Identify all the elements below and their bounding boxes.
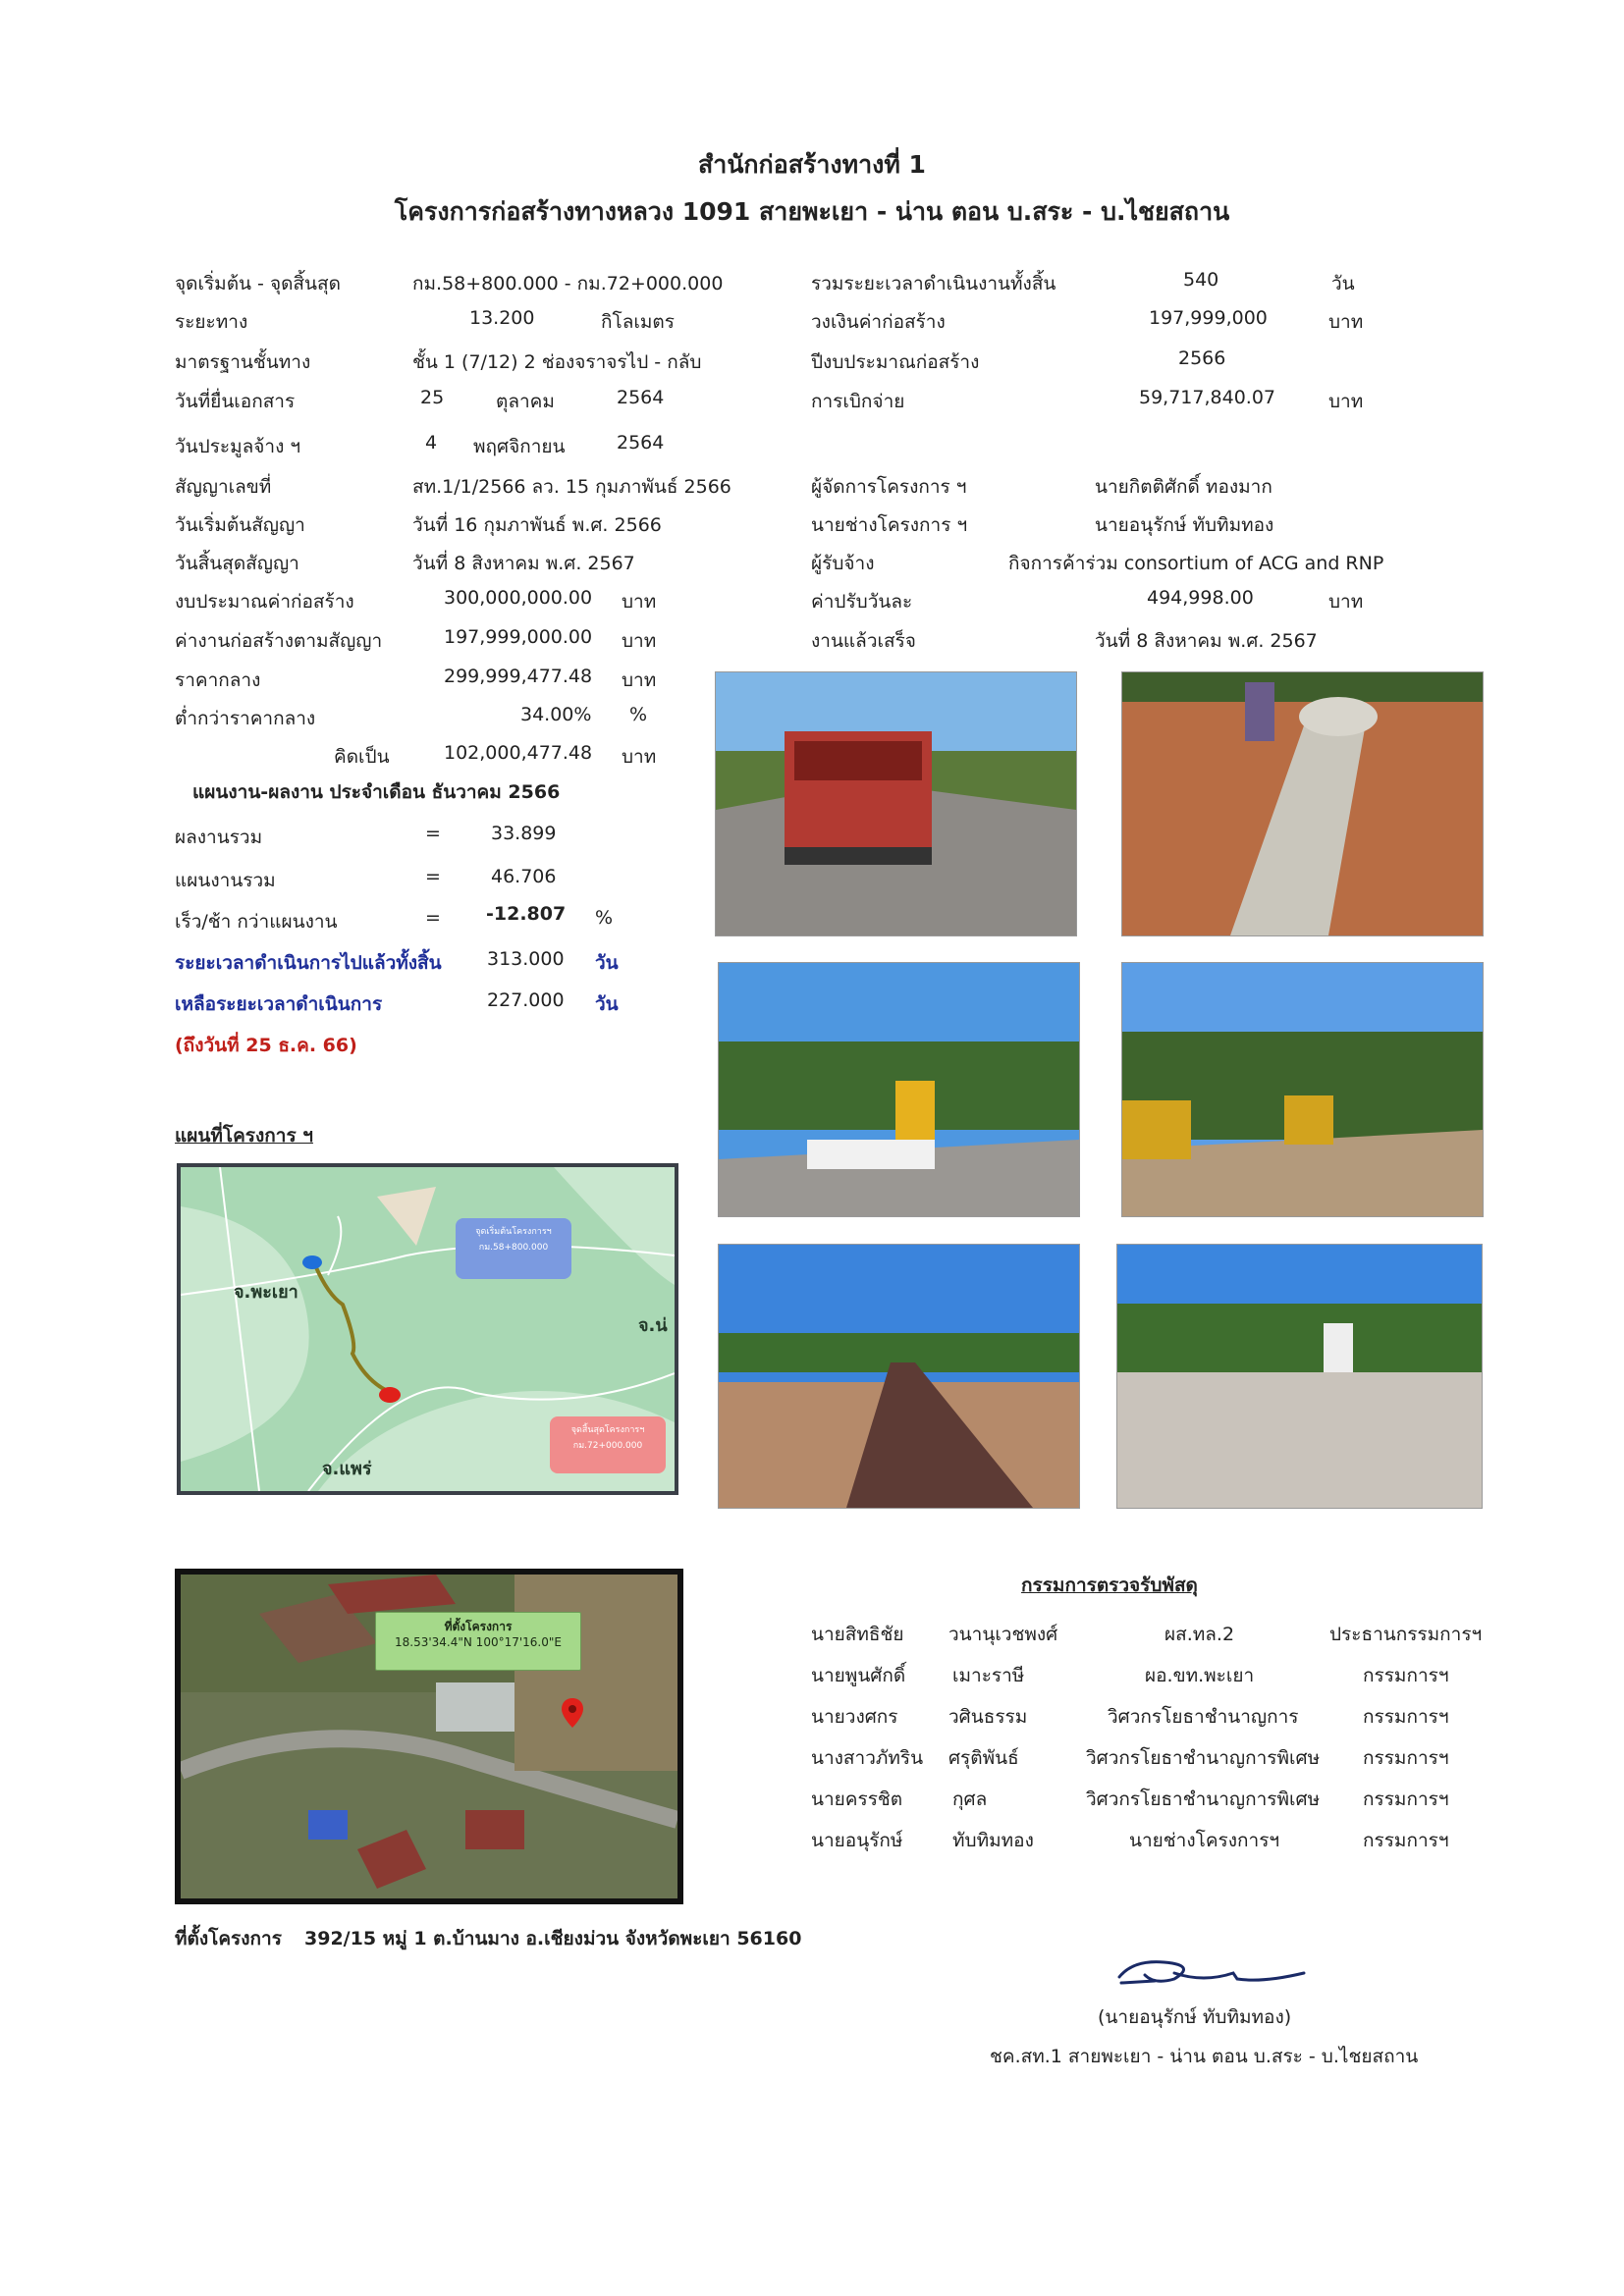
info-label: มาตรฐานชั้นทาง <box>175 351 311 373</box>
progress-eq: = <box>425 907 441 929</box>
info-unit: บาท <box>1328 591 1364 613</box>
end-callout-title: จุดสิ้นสุดโครงการฯ <box>570 1425 645 1435</box>
member-role: กรรมการฯ <box>1363 1706 1449 1728</box>
info-value: 2566 <box>1178 347 1226 369</box>
progress-eq: = <box>425 866 441 887</box>
start-callout-title: จุดเริ่มต้นโครงการฯ <box>475 1227 552 1237</box>
info-label: วันเริ่มต้นสัญญา <box>175 514 305 536</box>
info-value: 102,000,477.48 <box>444 742 593 764</box>
end-callout-km: กม.72+000.000 <box>572 1441 643 1451</box>
info-value: 34.00% <box>520 704 592 725</box>
info-label: วงเงินค่าก่อสร้าง <box>811 311 946 333</box>
progress-asof: (ถึงวันที่ 25 ธ.ค. 66) <box>175 1035 357 1056</box>
location-pin-icon <box>562 1698 583 1732</box>
end-marker <box>379 1387 401 1403</box>
start-callout-km: กม.58+800.000 <box>478 1243 549 1253</box>
map-label-phayao: จ.พะเยา <box>234 1282 298 1303</box>
info-unit: วัน <box>1331 273 1355 294</box>
member-first: นายสิทธิชัย <box>811 1624 904 1645</box>
member-first: นายพูนศักดิ์ <box>811 1665 906 1686</box>
info-label: งบประมาณค่าก่อสร้าง <box>175 591 354 613</box>
info-unit: บาท <box>622 591 657 613</box>
progress-label: ผลงานรวม <box>175 827 263 848</box>
member-first: นายครรชิต <box>811 1789 903 1810</box>
site-callout <box>375 1612 581 1671</box>
member-first: นายอนุรักษ์ <box>811 1830 903 1851</box>
info-label: ค่างานก่อสร้างตามสัญญา <box>175 630 383 652</box>
info-value: 13.200 <box>469 307 535 329</box>
project-title: โครงการก่อสร้างทางหลวง 1091 สายพะเยา - น่าน ตอน บ.สระ - บ.ไชยสถาน <box>394 197 1230 226</box>
site-callout-title: ที่ตั้งโครงการ <box>444 1620 513 1633</box>
info-extra: 2564 <box>617 432 665 454</box>
site-satellite-image <box>175 1569 683 1904</box>
info-label: การเบิกจ่าย <box>811 391 905 412</box>
info-label: วันประมูลจ้าง ฯ <box>175 436 301 457</box>
map-heading: แผนที่โครงการ ฯ <box>175 1125 313 1147</box>
member-position: นายช่างโครงการฯ <box>1129 1830 1280 1851</box>
photo-asphalt-prime-coat <box>718 1244 1080 1509</box>
info-value: กม.58+800.000 - กม.72+000.000 <box>412 273 724 294</box>
photo-milling-truck <box>715 671 1077 936</box>
photo-pipe-installation <box>1121 671 1484 936</box>
photo-excavator-truck <box>718 962 1080 1217</box>
info-extra: 2564 <box>617 387 665 408</box>
progress-unit: วัน <box>595 952 619 974</box>
site-address: 392/15 หมู่ 1 ต.บ้านมาง อ.เชียงม่วน จังหวัดพะเยา 56160 <box>304 1928 802 1949</box>
member-last: วนานุเวชพงศ์ <box>948 1624 1058 1645</box>
member-position: วิศวกรโยธาชำนาญการ <box>1108 1706 1299 1728</box>
member-first: นายวงศกร <box>811 1706 898 1728</box>
info-value: 300,000,000.00 <box>444 587 593 609</box>
info-label: ค่าปรับวันละ <box>811 591 913 613</box>
info-unit: บาท <box>622 746 657 768</box>
info-label: ระยะทาง <box>175 311 248 333</box>
info-unit: บาท <box>1328 391 1364 412</box>
info-unit: % <box>629 704 648 725</box>
member-position: วิศวกรโยธาชำนาญการพิเศษ <box>1086 1747 1321 1769</box>
member-last: ศรุติพันธ์ <box>948 1747 1019 1769</box>
member-role: กรรมการฯ <box>1363 1747 1449 1769</box>
info-label: ต่ำกว่าราคากลาง <box>175 708 316 729</box>
progress-unit: % <box>595 907 614 929</box>
committee-heading: กรรมการตรวจรับพัสดุ <box>1021 1575 1198 1596</box>
info-value: 540 <box>1183 269 1219 291</box>
photo-road-roller <box>1121 962 1484 1217</box>
site-address-label: ที่ตั้งโครงการ <box>175 1928 282 1949</box>
info-unit: บาท <box>622 630 657 652</box>
info-label: งานแล้วเสร็จ <box>811 630 916 652</box>
info-unit: ตุลาคม <box>496 391 555 412</box>
info-value: 197,999,000.00 <box>444 626 593 648</box>
info-label: วันสิ้นสุดสัญญา <box>175 553 299 574</box>
photo-road-base <box>1116 1244 1483 1509</box>
info-label: ปีงบประมาณก่อสร้าง <box>811 351 980 373</box>
member-role: ประธานกรรมการฯ <box>1329 1624 1483 1645</box>
info-label: สัญญาเลขที่ <box>175 476 272 498</box>
progress-eq: = <box>425 823 441 844</box>
info-value: วันที่ 8 สิงหาคม พ.ศ. 2567 <box>412 553 635 574</box>
member-last: เมาะราษี <box>952 1665 1025 1686</box>
progress-value: 46.706 <box>491 866 557 887</box>
progress-heading: แผนงาน-ผลงาน ประจำเดือน ธันวาคม 2566 <box>192 781 561 803</box>
info-label: รวมระยะเวลาดำเนินงานทั้งสิ้น <box>811 273 1056 294</box>
progress-value: 227.000 <box>487 989 565 1011</box>
start-marker <box>302 1255 322 1269</box>
member-last: กุศล <box>952 1789 988 1810</box>
info-unit: กิโลเมตร <box>601 311 675 333</box>
member-last: ทับทิมทอง <box>952 1830 1034 1851</box>
info-value: 59,717,840.07 <box>1139 387 1276 408</box>
info-value: ชั้น 1 (7/12) 2 ช่องจราจรไป - กลับ <box>412 351 702 373</box>
info-value: สท.1/1/2566 ลว. 15 กุมภาพันธ์ 2566 <box>412 476 731 498</box>
start-callout <box>456 1218 571 1279</box>
info-value: นายกิตติศักดิ์ ทองมาก <box>1095 476 1272 498</box>
info-label: ราคากลาง <box>175 669 261 691</box>
site-callout-coords: 18.53'34.4"N 100°17'16.0"E <box>395 1635 562 1649</box>
info-value: นายอนุรักษ์ ทับทิมทอง <box>1095 514 1274 536</box>
info-value: วันที่ 8 สิงหาคม พ.ศ. 2567 <box>1095 630 1318 652</box>
progress-unit: วัน <box>595 993 619 1015</box>
member-position: ผอ.ขท.พะเยา <box>1145 1665 1255 1686</box>
member-first: นางสาวภัทริน <box>811 1747 924 1769</box>
progress-label: เหลือระยะเวลาดำเนินการ <box>175 993 383 1015</box>
info-value: 25 <box>420 387 445 408</box>
progress-value: 313.000 <box>487 948 565 970</box>
info-value: 299,999,477.48 <box>444 666 593 687</box>
info-label: จุดเริ่มต้น - จุดสิ้นสุด <box>175 273 341 294</box>
info-unit: พฤศจิกายน <box>473 436 566 457</box>
info-label: ผู้รับจ้าง <box>811 553 875 574</box>
info-value: วันที่ 16 กุมภาพันธ์ พ.ศ. 2566 <box>412 514 662 536</box>
info-value: กิจการค้าร่วม consortium of ACG and RNP <box>1008 553 1384 574</box>
office-title: สำนักก่อสร้างทางที่ 1 <box>698 150 926 179</box>
info-label: คิดเป็น <box>334 746 390 768</box>
signatory-name: (นายอนุรักษ์ ทับทิมทอง) <box>1098 2006 1292 2028</box>
info-value: 4 <box>425 432 438 454</box>
signature-mark <box>1115 1953 1312 1993</box>
progress-value: 33.899 <box>491 823 557 844</box>
info-unit: บาท <box>1328 311 1364 333</box>
info-label: ผู้จัดการโครงการ ฯ <box>811 476 967 498</box>
progress-label: แผนงานรวม <box>175 870 276 891</box>
info-label: วันที่ยื่นเอกสาร <box>175 391 296 412</box>
member-position: วิศวกรโยธาชำนาญการพิเศษ <box>1086 1789 1321 1810</box>
info-value: 197,999,000 <box>1149 307 1268 329</box>
project-map <box>177 1163 678 1495</box>
info-unit: บาท <box>622 669 657 691</box>
member-role: กรรมการฯ <box>1363 1665 1449 1686</box>
member-role: กรรมการฯ <box>1363 1789 1449 1810</box>
progress-label: เร็ว/ช้า กว่าแผนงาน <box>175 911 338 933</box>
progress-label: ระยะเวลาดำเนินการไปแล้วทั้งสิ้น <box>175 952 442 974</box>
info-label: นายช่างโครงการ ฯ <box>811 514 968 536</box>
end-callout <box>550 1416 666 1473</box>
member-last: วศินธรรม <box>948 1706 1028 1728</box>
signatory-title: ชค.สท.1 สายพะเยา - น่าน ตอน บ.สระ - บ.ไชยสถาน <box>990 2046 1419 2067</box>
map-label-nan: จ.น่ <box>638 1315 668 1336</box>
map-label-phrae: จ.แพร่ <box>322 1459 372 1479</box>
info-value: 494,998.00 <box>1147 587 1254 609</box>
member-position: ผส.ทล.2 <box>1164 1624 1235 1645</box>
progress-value: -12.807 <box>486 903 567 925</box>
member-role: กรรมการฯ <box>1363 1830 1449 1851</box>
